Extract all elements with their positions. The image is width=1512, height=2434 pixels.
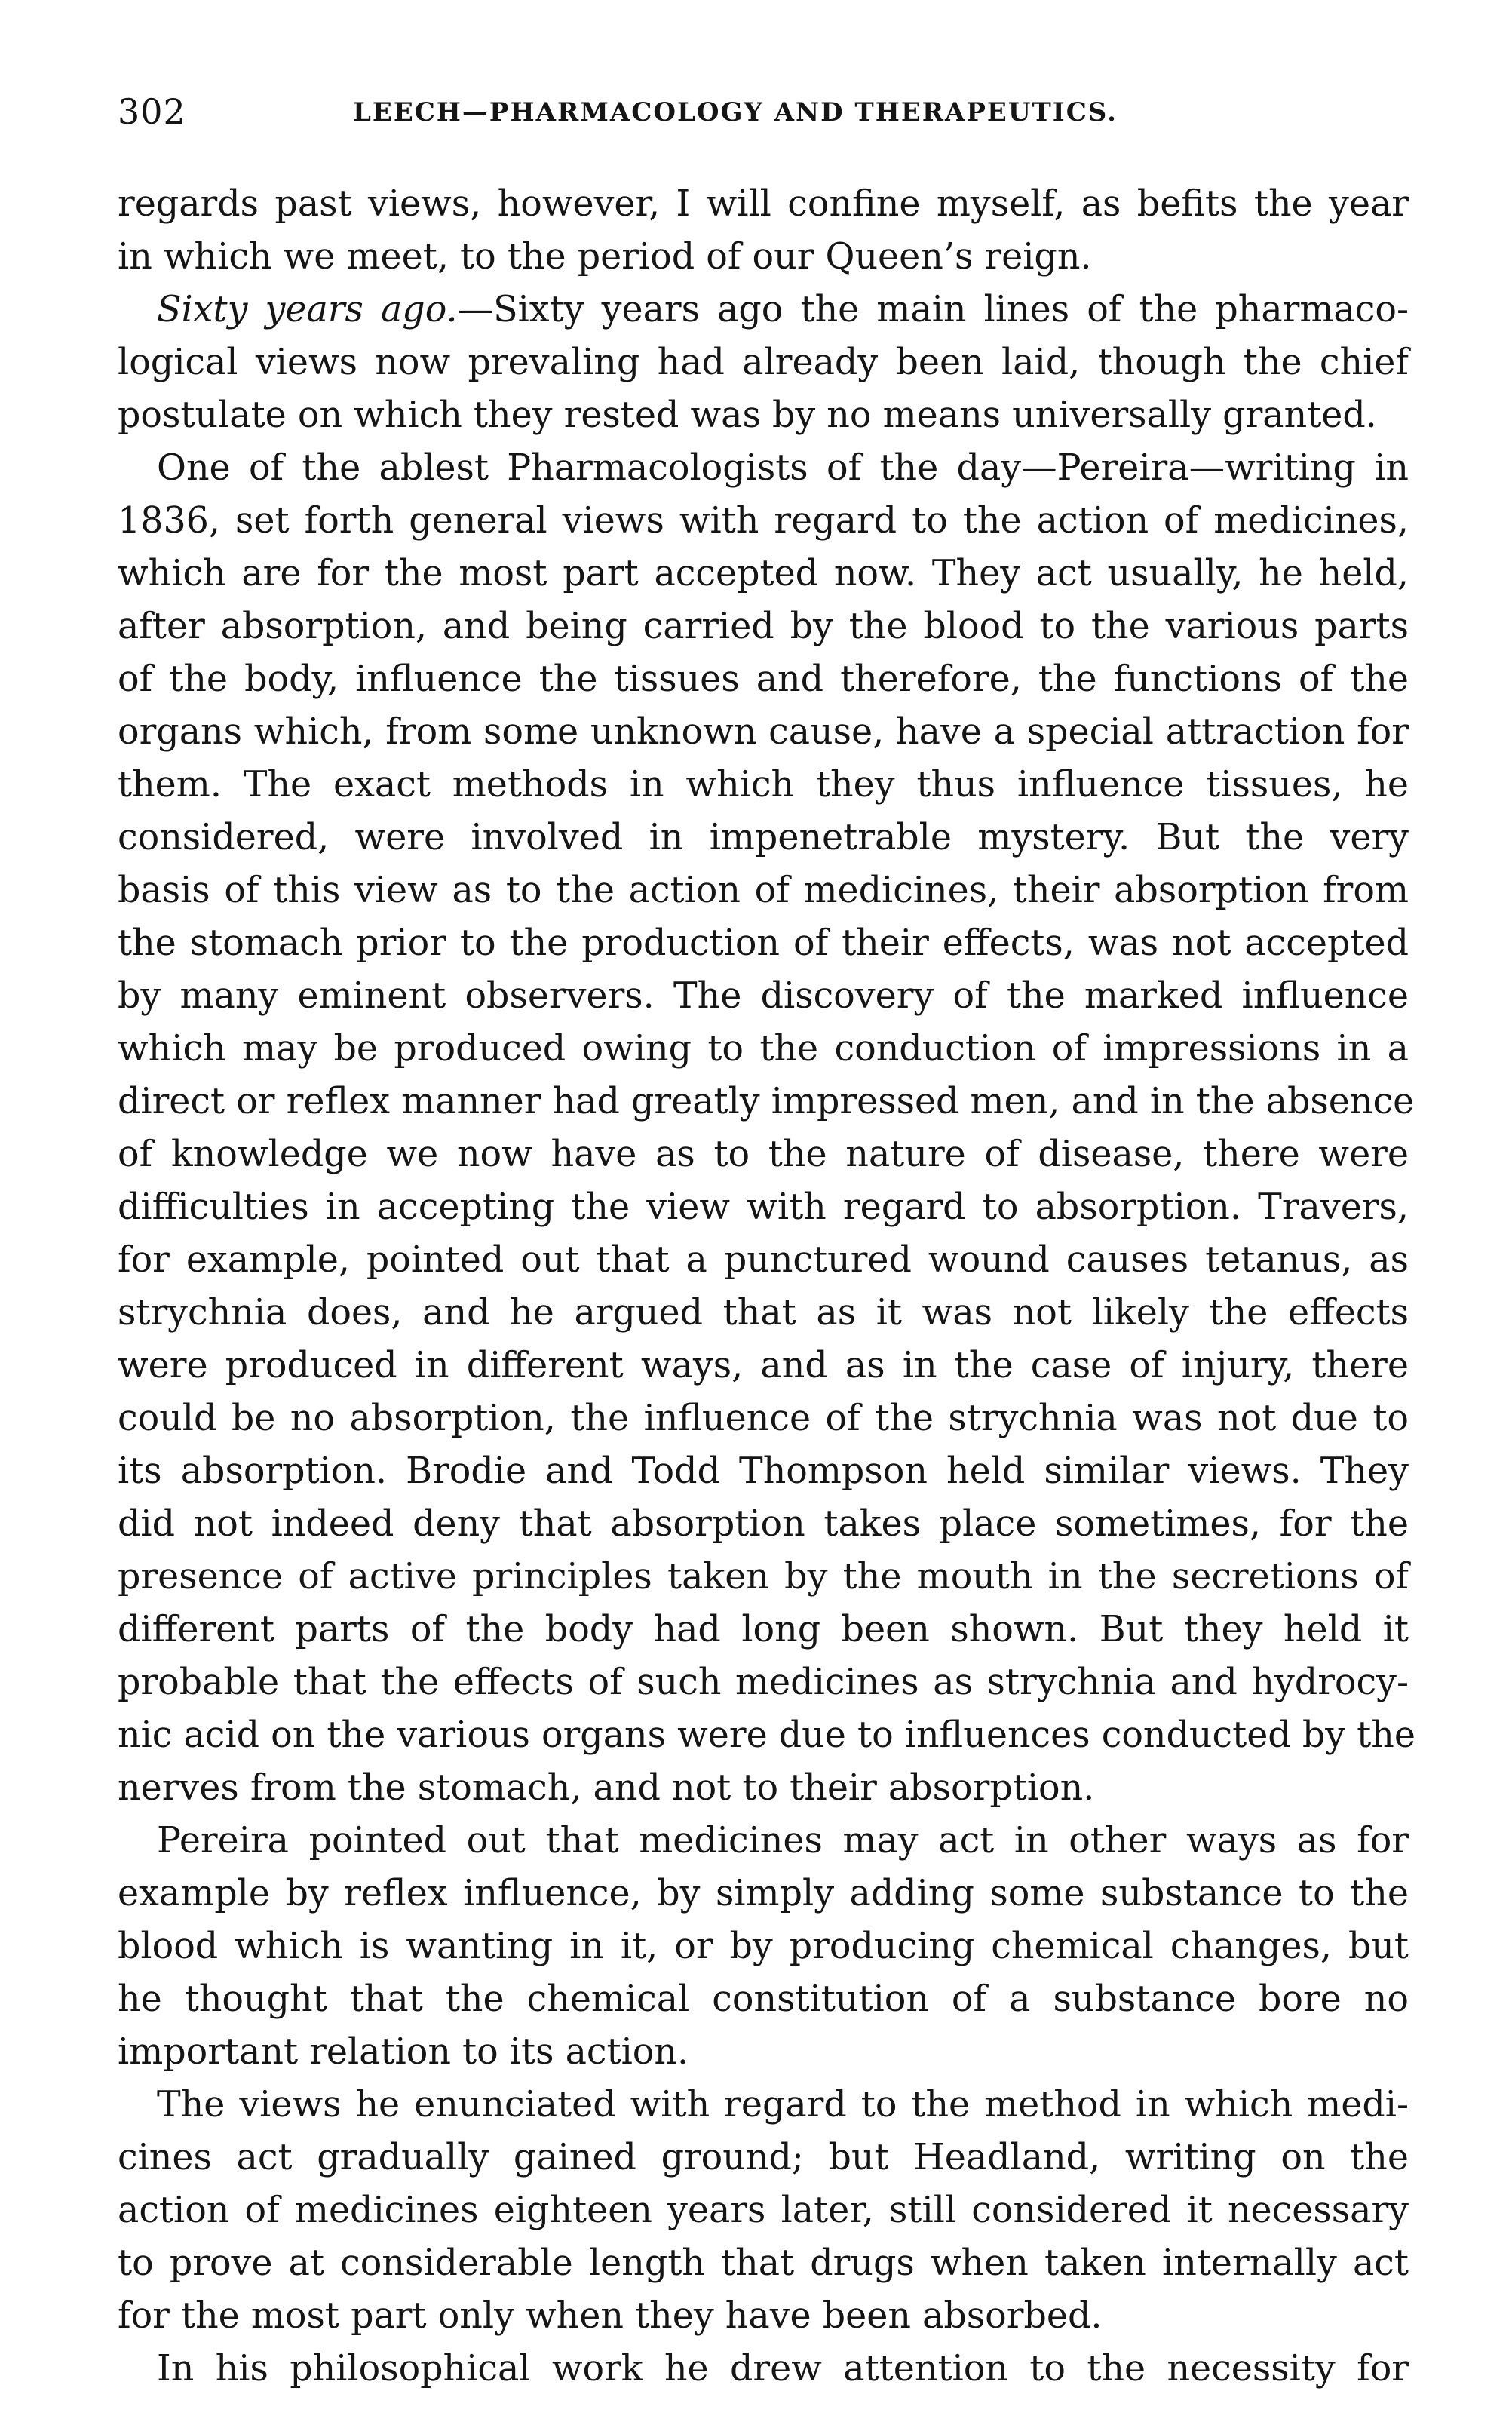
text-line: presence of active principles taken by the mouth in the secretions of	[118, 1556, 1409, 1598]
text-line: basis of this view as to the action of medicines, their absorption from	[118, 870, 1409, 911]
text-line: direct or reflex manner had greatly impressed men, and in the absence	[118, 1081, 1415, 1122]
text-line: postulate on which they rested was by no means universally granted.	[118, 394, 1377, 436]
italic-lead: Sixty years ago.	[157, 289, 458, 330]
page-number: 302	[118, 91, 186, 132]
text-line: which are for the most part accepted now. They act usually, he held,	[118, 553, 1409, 594]
text-line: could be no absorption, the influence of the strychnia was not due to	[118, 1398, 1409, 1439]
text-line: The views he enunciated with regard to the method in which medi-	[157, 2084, 1409, 2126]
text-line: for the most part only when they have been absorbed.	[118, 2295, 1103, 2337]
text-line: One of the ablest Pharmacologists of the day—Pereira—writing in	[157, 447, 1409, 489]
text-line: regards past views, however, I will confine myself, as befits the year	[118, 183, 1409, 225]
text-line: he thought that the chemical constitution of a substance bore no	[118, 1978, 1409, 2020]
body-text	[118, 178, 1415, 2396]
text-line: which may be produced owing to the conduction of impressions in a	[118, 1028, 1409, 1070]
text-line: 1836, set forth general views with regard to the action of medicines,	[118, 500, 1409, 542]
text-line-rest: —Sixty years ago the main lines of the pharmaco-	[457, 289, 1409, 330]
text-line: blood which is wanting in it, or by producing chemical changes, but	[118, 1926, 1409, 1967]
page-header	[118, 89, 1415, 134]
text-line: example by reflex influence, by simply adding some substance to the	[118, 1873, 1409, 1914]
text-line: nic acid on the various organs were due to influences conducted by the	[118, 1714, 1415, 1756]
text-line: In his philosophical work he drew attention to the necessity for	[157, 2348, 1409, 2389]
text-line: Pereira pointed out that medicines may act in other ways as for	[157, 1820, 1409, 1862]
text-line: of the body, influence the tissues and therefore, the functions of the	[118, 658, 1409, 700]
text-line: considered, were involved in impenetrable mystery. But the very	[118, 817, 1409, 858]
text-line: logical views now prevaling had already been laid, though the chief	[118, 342, 1409, 383]
text-line: action of medicines eighteen years later, still considered it necessary	[118, 2190, 1409, 2231]
text-line: the stomach prior to the production of their effects, was not accepted	[118, 922, 1409, 964]
text-line: its absorption. Brodie and Todd Thompson held similar views. They	[118, 1450, 1409, 1492]
text-line: cines act gradually gained ground; but Headland, writing on the	[118, 2137, 1409, 2178]
text-line: strychnia does, and he argued that as it was not likely the effects	[118, 1292, 1409, 1334]
text-line	[118, 284, 1409, 336]
text-line: were produced in different ways, and as in the case of injury, there	[118, 1345, 1409, 1386]
text-line: in which we meet, to the period of our Queen’s reign.	[118, 236, 1092, 278]
text-line: organs which, from some unknown cause, have a special attraction for	[118, 711, 1409, 753]
text-line: difficulties in accepting the view with regard to absorption. Travers,	[118, 1186, 1409, 1228]
text-line: important relation to its action.	[118, 2031, 689, 2073]
text-line: different parts of the body had long been shown. But they held it	[118, 1609, 1409, 1650]
text-line: nerves from the stomach, and not to their absorption.	[118, 1767, 1095, 1809]
text-line: them. The exact methods in which they thus influence tissues, he	[118, 764, 1409, 806]
text-line: for example, pointed out that a punctured wound causes tetanus, as	[118, 1239, 1409, 1281]
running-head: LEECH—PHARMACOLOGY AND THERAPEUTICS.	[353, 97, 1118, 127]
text-line: probable that the effects of such medicines as strychnia and hydrocy-	[118, 1662, 1409, 1703]
text-line: did not indeed deny that absorption takes place sometimes, for the	[118, 1503, 1409, 1545]
text-line: by many eminent observers. The discovery of the marked influence	[118, 975, 1409, 1017]
text-line: of knowledge we now have as to the nature of disease, there were	[118, 1134, 1409, 1175]
text-line: to prove at considerable length that drugs when taken internally act	[118, 2242, 1409, 2284]
text-line: after absorption, and being carried by the blood to the various parts	[118, 606, 1409, 647]
